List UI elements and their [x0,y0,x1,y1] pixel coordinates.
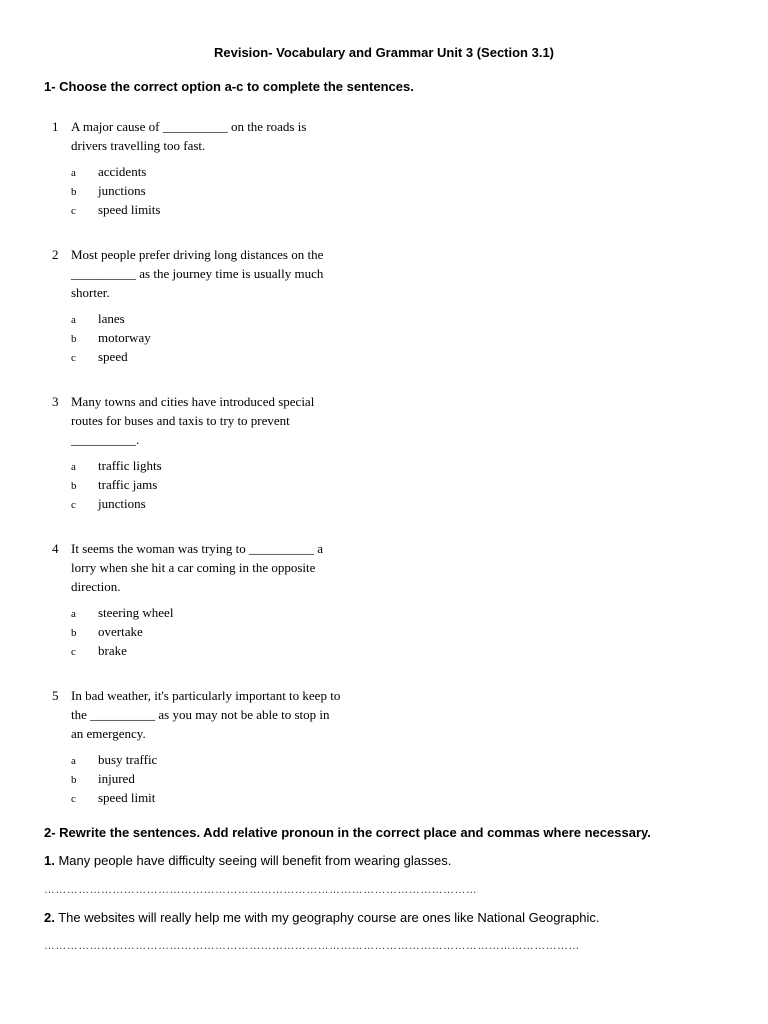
option-b[interactable] [52,328,382,347]
option-letter: b [71,333,77,345]
page-title: Revision- Vocabulary and Grammar Unit 3 (Section 3.1) [213,45,555,60]
option-text: speed [98,349,128,364]
rewrite-item-2 [44,910,599,925]
option-letter: c [71,352,76,364]
option-list [52,309,382,366]
question-1 [52,117,382,219]
option-a[interactable] [52,456,382,475]
question-3 [52,392,382,513]
question-line [52,136,382,155]
option-text: injured [98,771,135,786]
option-text: speed limits [98,202,161,217]
question-text: routes for buses and taxis to try to prevent [71,413,290,428]
question-text: __________. [71,432,140,447]
option-b[interactable] [52,622,382,641]
question-line [52,411,382,430]
question-line [52,264,382,283]
option-text: speed limit [98,790,156,805]
option-letter: a [71,755,76,767]
question-text: In bad weather, it's particularly important to keep to [71,688,341,703]
rewrite-text: The websites will really help me with my geography course are ones like National Geographic. [58,910,600,925]
question-line [52,392,382,411]
question-text: __________ as the journey time is usually much [71,266,324,281]
question-text: shorter. [71,285,110,300]
option-b[interactable] [52,181,382,200]
section-2-heading: 2- Rewrite the sentences. Add relative pronoun in the correct place and commas where necessary. [44,825,651,840]
question-text: an emergency. [71,726,146,741]
option-a[interactable] [52,750,382,769]
answer-line-1[interactable]: …………………………………………………………………………………………………… [44,884,478,896]
option-text: brake [98,643,127,658]
question-text: It seems the woman was trying to __________ a [71,541,324,556]
option-list [52,750,382,807]
question-line [52,117,382,136]
question-number: 1 [52,119,59,134]
option-text: lanes [98,311,125,326]
question-number: 4 [52,541,59,556]
option-text: junctions [98,183,146,198]
question-text: Many towns and cities have introduced special [71,394,315,409]
option-letter: c [71,646,76,658]
option-text: busy traffic [98,752,158,767]
rewrite-number: 2. [44,910,55,925]
question-line [52,577,382,596]
question-4 [52,539,382,660]
question-number: 3 [52,394,59,409]
question-line [52,539,382,558]
option-letter: c [71,499,76,511]
question-line [52,724,382,743]
question-line [52,283,382,302]
option-letter: b [71,627,77,639]
section-1-heading: 1- Choose the correct option a-c to complete the sentences. [44,79,414,94]
option-text: motorway [98,330,151,345]
option-text: traffic lights [98,458,162,473]
question-number: 2 [52,247,59,262]
option-list [52,456,382,513]
option-c[interactable] [52,347,382,366]
question-5 [52,686,382,807]
option-letter: c [71,205,76,217]
option-c[interactable] [52,494,382,513]
option-letter: c [71,793,76,805]
question-text: Most people prefer driving long distances on the [71,247,324,262]
question-2 [52,245,382,366]
question-text: drivers travelling too fast. [71,138,206,153]
option-letter: a [71,167,76,179]
rewrite-text: Many people have difficulty seeing will benefit from wearing glasses. [58,853,452,868]
option-list [52,162,382,219]
question-text: A major cause of __________ on the roads is [71,119,307,134]
question-text: the __________ as you may not be able to stop in [71,707,330,722]
option-c[interactable] [52,788,382,807]
rewrite-item-1 [44,853,451,868]
answer-line-2[interactable]: …………………………………………………………………………………………………………………………… [44,940,580,952]
question-line [52,705,382,724]
option-a[interactable] [52,309,382,328]
rewrite-number: 1. [44,853,55,868]
option-letter: a [71,608,76,620]
question-text: lorry when she hit a car coming in the opposite [71,560,316,575]
option-letter: a [71,314,76,326]
question-number: 5 [52,688,59,703]
option-b[interactable] [52,769,382,788]
option-text: junctions [98,496,146,511]
option-text: steering wheel [98,605,174,620]
option-letter: b [71,186,77,198]
option-text: overtake [98,624,143,639]
option-a[interactable] [52,603,382,622]
question-line [52,430,382,449]
option-a[interactable] [52,162,382,181]
option-letter: b [71,480,77,492]
option-letter: a [71,461,76,473]
question-line [52,686,382,705]
question-text: direction. [71,579,121,594]
question-line [52,558,382,577]
option-text: accidents [98,164,147,179]
option-text: traffic jams [98,477,158,492]
option-letter: b [71,774,77,786]
option-c[interactable] [52,641,382,660]
option-b[interactable] [52,475,382,494]
option-list [52,603,382,660]
option-c[interactable] [52,200,382,219]
question-line [52,245,382,264]
